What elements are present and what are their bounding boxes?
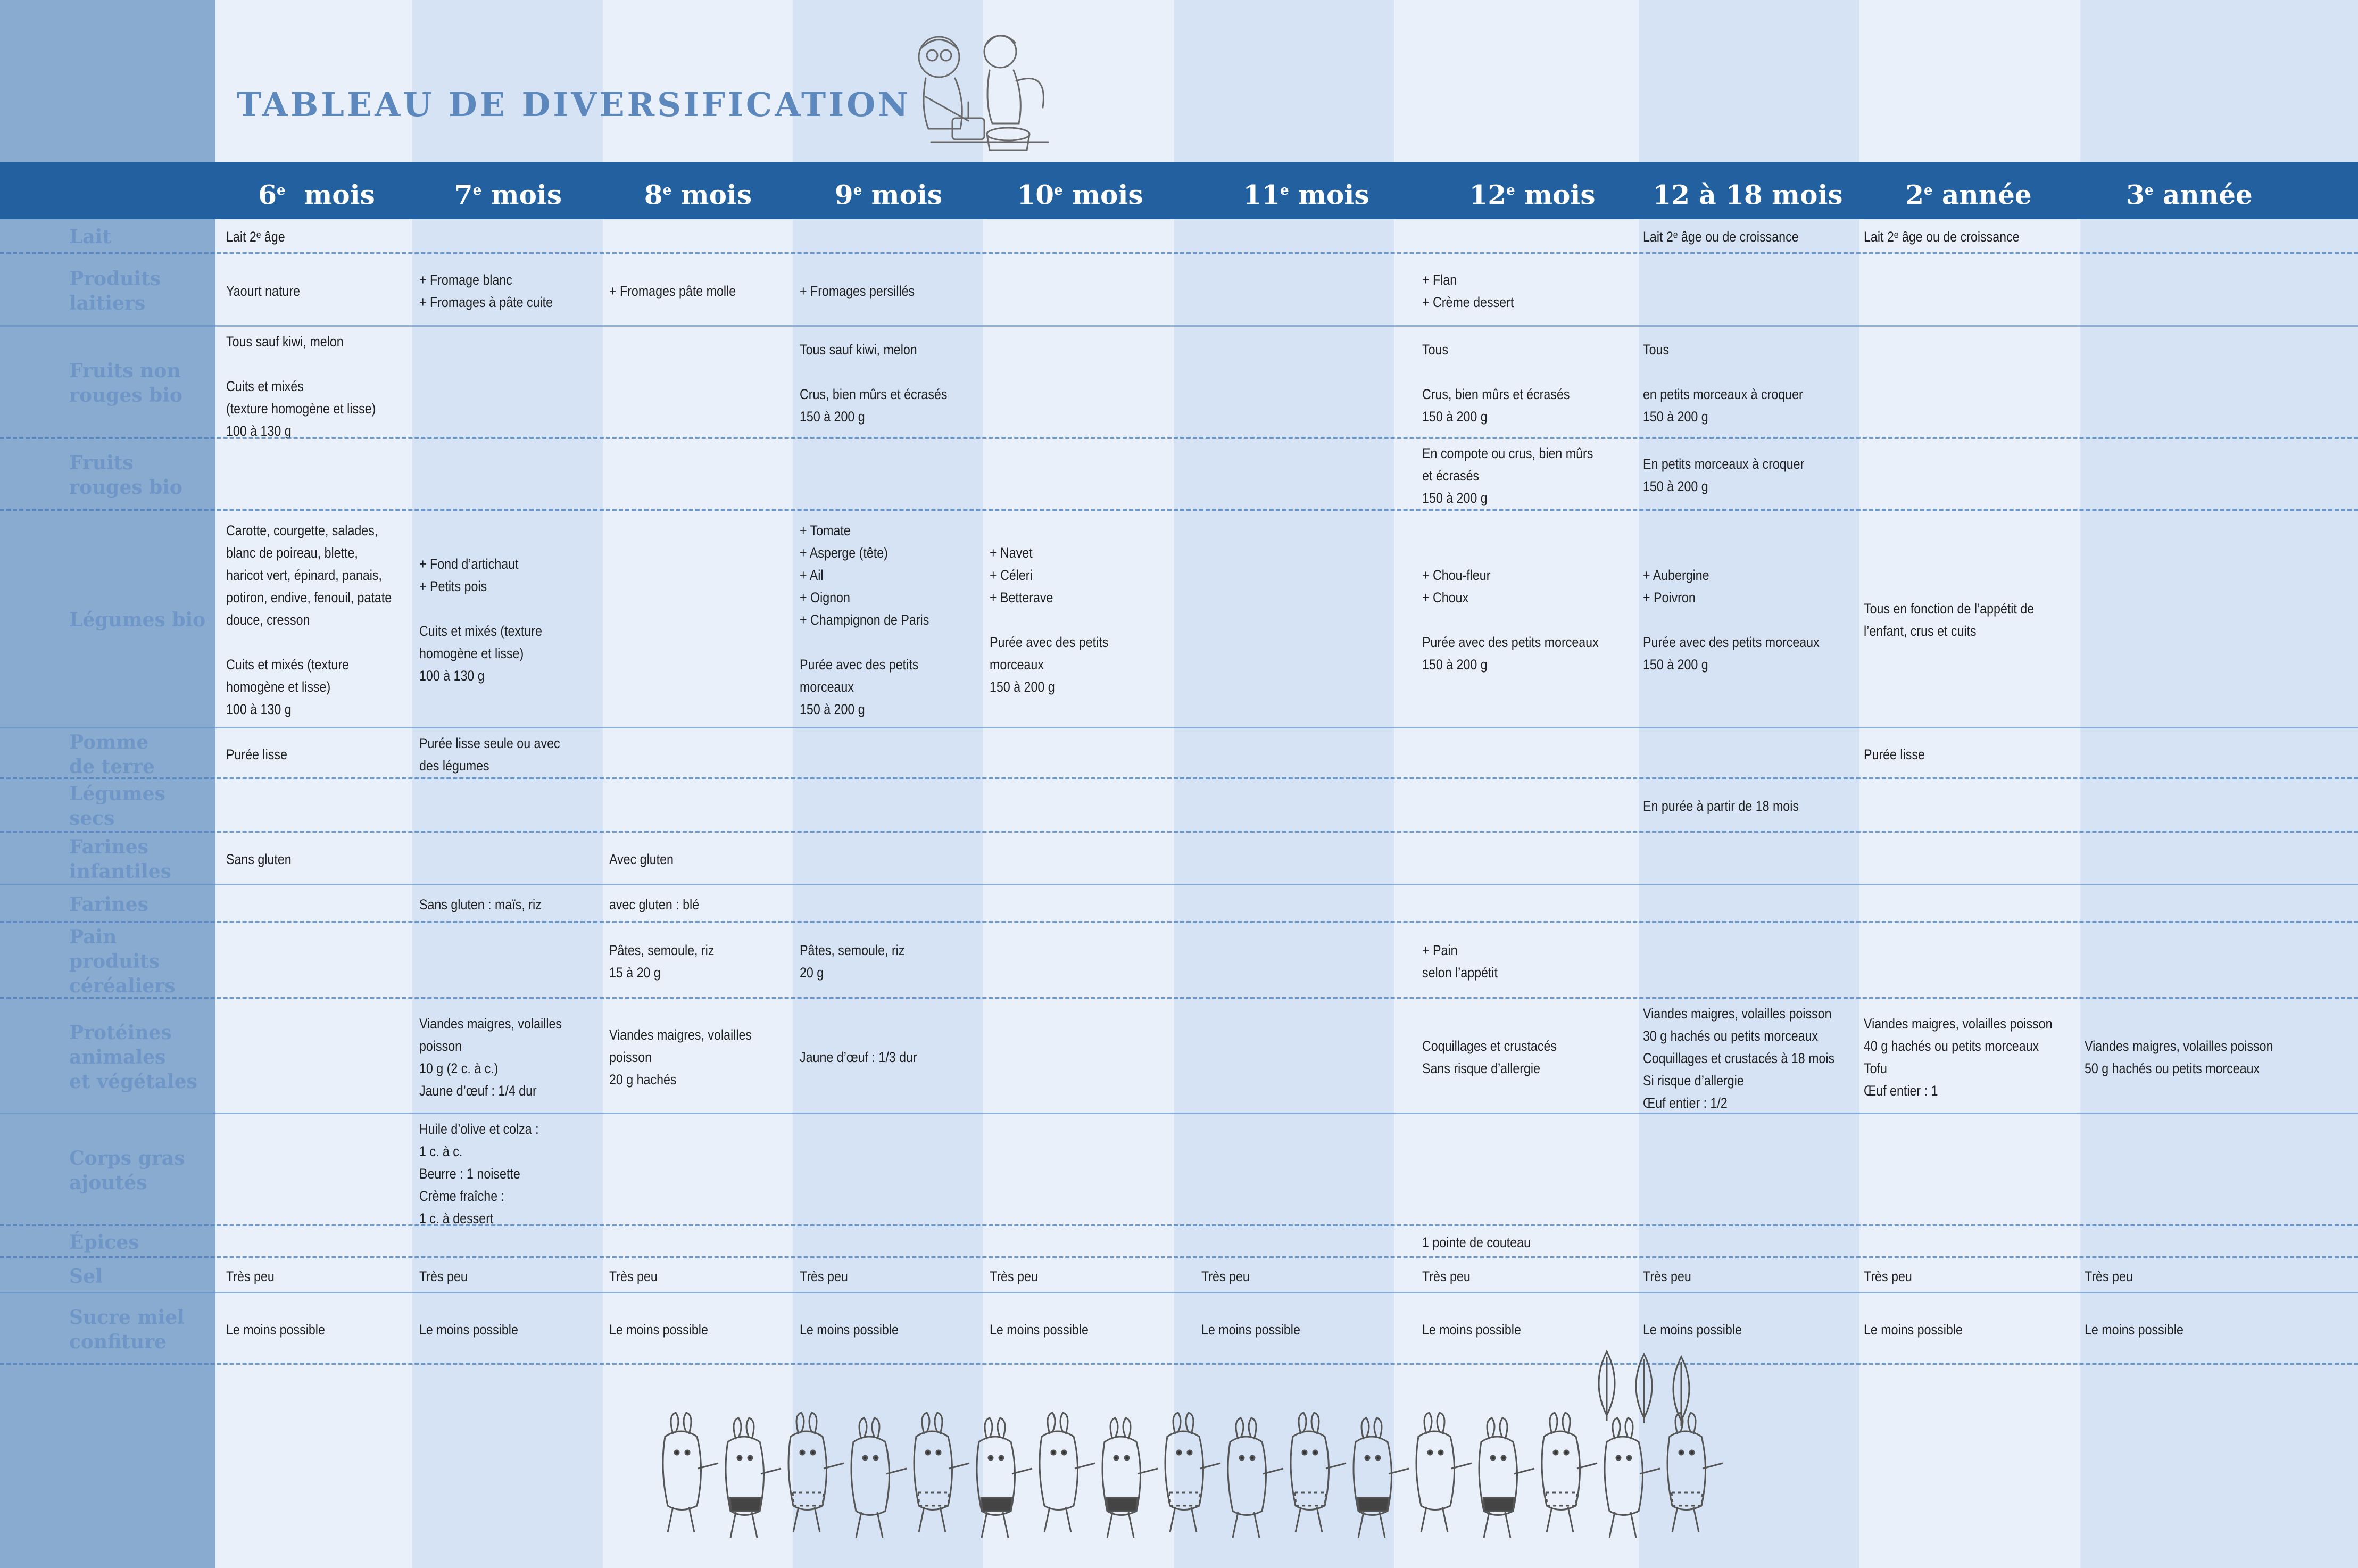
column-header-number: 9	[834, 179, 853, 211]
table-cell: Coquillages et crustacés Sans risque d’allergie	[1422, 1038, 1557, 1076]
table-cell: Carotte, courgette, salades, blanc de poireau, blette, haricot vert, épinard, panais, potiron, endive, fenouil, patate douce, cresson Cuits et mixés (texture homogène et lisse) 100 à 130 g	[226, 522, 392, 717]
column-header-rest: année	[2153, 179, 2253, 211]
table-cell: Très peu	[1643, 1268, 1691, 1284]
column-header-rest: mois	[862, 179, 943, 211]
column-header-number: 11	[1243, 179, 1281, 211]
row-label: Épices	[69, 1231, 139, 1254]
vegetable-character	[1605, 1418, 1660, 1538]
table-cell: + Flan + Crème dessert	[1422, 271, 1514, 310]
table-cell: + Fromages pâte molle	[609, 283, 736, 299]
table-cell: Le moins possible	[1643, 1321, 1742, 1338]
vegetable-character	[1479, 1418, 1534, 1538]
row-label: Pain produits céréaliers	[69, 925, 176, 997]
table-cell: Très peu	[1864, 1268, 1912, 1284]
column-header-rest: mois	[285, 179, 375, 211]
table-cell: Très peu	[1422, 1268, 1471, 1284]
table-cell: Pâtes, semoule, riz 20 g	[800, 942, 905, 981]
row-label: Farines	[69, 893, 148, 916]
leaf-tree	[1673, 1357, 1689, 1426]
row-separator	[0, 727, 2358, 728]
table-cell: Le moins possible	[800, 1321, 899, 1338]
vegetable-character	[1667, 1413, 1723, 1532]
column-header-sup: e	[2145, 182, 2154, 198]
row-label: Fruits non rouges bio	[69, 360, 182, 406]
row-separator	[0, 921, 2358, 923]
column-header-sup: e	[472, 182, 482, 198]
row-separator	[0, 437, 2358, 439]
column-header	[1857, 162, 2080, 219]
table-cell: En compote ou crus, bien mûrs et écrasés 150 à 200 g	[1422, 445, 1593, 506]
table-cell: Très peu	[609, 1268, 658, 1284]
column-header-sup: e	[662, 182, 672, 198]
table-cell: Le moins possible	[419, 1321, 518, 1338]
column-header-rest: mois	[671, 179, 752, 211]
row-label: Lait	[69, 226, 111, 248]
column-header	[586, 162, 810, 219]
table-cell: Lait 2ᵉ âge ou de croissance	[1864, 229, 2020, 245]
table-cell: + Aubergine + Poivron Purée avec des petits morceaux 150 à 200 g	[1643, 567, 1820, 673]
column-header-rest: mois	[481, 179, 562, 211]
column-header-sup: e	[277, 182, 286, 198]
table-cell: Très peu	[226, 1268, 275, 1284]
table-cell: Huile d’olive et colza : 1 c. à c. Beurre : 1 noisette Crème fraîche : 1 c. à dessert	[419, 1121, 539, 1226]
vegetable-character	[663, 1413, 718, 1532]
column-header	[205, 162, 428, 219]
column-header	[777, 162, 1000, 219]
table-cell: Yaourt nature	[226, 283, 300, 299]
table-cell: Tous sauf kiwi, melon Crus, bien mûrs et écrasés 150 à 200 g	[800, 342, 948, 425]
row-separator	[0, 1292, 2358, 1293]
table-cell: Viandes maigres, volailles poisson 40 g hachés ou petits morceaux Tofu Œuf entier : 1	[1864, 1015, 2053, 1099]
column-header-rest: mois	[1289, 179, 1369, 211]
table-cell: Très peu	[1201, 1268, 1250, 1284]
column-header-sup: e	[1054, 182, 1063, 198]
column-header-sup: e	[1924, 182, 1933, 198]
table-cell: Lait 2ᵉ âge ou de croissance	[1643, 229, 1799, 245]
row-separator	[0, 831, 2358, 833]
column-header-rest: mois	[1515, 179, 1596, 211]
table-cell: Le moins possible	[2085, 1321, 2183, 1338]
row-separator	[0, 252, 2358, 254]
table-cell: En petits morceaux à croquer 150 à 200 g	[1643, 455, 1805, 494]
table-cell: Purée lisse seule ou avec des légumes	[419, 735, 560, 774]
vegetable-character	[1416, 1413, 1472, 1532]
column-header-rest: mois	[1062, 179, 1143, 211]
table-cell: Avec gluten	[609, 851, 674, 867]
column-header-number: 3	[2126, 179, 2145, 211]
row-label: Pomme de terre	[69, 731, 155, 778]
table-cell: Sans gluten	[226, 851, 292, 867]
row-label: Corps gras ajoutés	[69, 1147, 185, 1194]
column-header	[968, 162, 1192, 219]
leaf-tree	[1636, 1354, 1652, 1423]
table-cell: 1 pointe de couteau	[1422, 1234, 1531, 1250]
row-label: Farines infantiles	[69, 836, 171, 883]
children-cooking-illustration	[889, 28, 1069, 155]
table-cell: Jaune d’œuf : 1/3 dur	[800, 1049, 917, 1065]
table-cell: Le moins possible	[226, 1321, 325, 1338]
table-cell: Le moins possible	[1864, 1321, 1963, 1338]
vegetable-character	[726, 1418, 781, 1538]
table-cell: Très peu	[2085, 1268, 2133, 1284]
table-cell: + Fond d’artichaut + Petits pois Cuits et mixés (texture homogène et lisse) 100 à 130 g	[419, 556, 542, 684]
age-header-band	[0, 162, 2358, 219]
table-cell: Le moins possible	[990, 1321, 1089, 1338]
table-cell: Viandes maigres, volailles poisson 30 g hachés ou petits morceaux Coquillages et crustacés à 18 mois Si risque d’allergie Œuf entier : 1/2	[1643, 1006, 1835, 1111]
column-header-sup: e	[853, 182, 862, 198]
column-header-number: 12	[1469, 179, 1507, 211]
table-cell: Le moins possible	[1422, 1321, 1521, 1338]
vegetable-character	[914, 1413, 969, 1532]
column-header-number: 12 à 18 mois	[1653, 179, 1843, 211]
vegetable-character	[1040, 1413, 1095, 1532]
column-header-number: 7	[454, 179, 473, 211]
page-title: TABLEAU DE DIVERSIFICATION	[237, 85, 911, 124]
table-cell: + Fromage blanc + Fromages à pâte cuite	[419, 271, 553, 310]
table-cell: Purée lisse	[1864, 746, 1925, 762]
vegetable-character	[1165, 1413, 1220, 1532]
column-header-number: 6	[258, 179, 277, 211]
vegetable-character	[1354, 1418, 1409, 1538]
table-cell: Pâtes, semoule, riz 15 à 20 g	[609, 942, 715, 981]
table-cell: Viandes maigres, volailles poisson 10 g (2 c. à c.) Jaune d’œuf : 1/4 dur	[419, 1015, 562, 1099]
row-label: Sel	[69, 1265, 103, 1288]
vegetable-character	[1102, 1418, 1158, 1538]
row-separator	[0, 997, 2358, 999]
column-header	[1421, 162, 1644, 219]
column-header-rest: année	[1932, 179, 2032, 211]
table-cell: Tous sauf kiwi, melon Cuits et mixés (texture homogène et lisse) 100 à 130 g	[226, 334, 376, 439]
table-cell: Sans gluten : maïs, riz	[419, 897, 542, 912]
table-cell: + Tomate + Asperge (tête) + Ail + Oignon + Champignon de Paris Purée avec des petits morceaux 150 à 200 g	[800, 522, 929, 717]
row-separator	[0, 1113, 2358, 1114]
column-header-number: 8	[644, 179, 663, 211]
table-cell: avec gluten : blé	[609, 897, 700, 912]
row-separator	[0, 1256, 2358, 1258]
row-separator	[0, 325, 2358, 327]
row-label: Légumes secs	[69, 783, 165, 829]
table-cell: Viandes maigres, volailles poisson 20 g hachés	[609, 1026, 752, 1088]
vegetable-character	[1291, 1413, 1346, 1532]
table-cell: Lait 2ᵉ âge	[226, 229, 285, 245]
table-cell: + Chou-fleur + Choux Purée avec des petits morceaux 150 à 200 g	[1422, 567, 1599, 673]
table-cell: Le moins possible	[609, 1321, 708, 1338]
table-cell: Très peu	[419, 1268, 468, 1284]
row-label: Sucre miel confiture	[69, 1306, 185, 1353]
leaf-tree	[1599, 1351, 1615, 1421]
vegetable-character	[1228, 1418, 1283, 1538]
vegetable-character	[977, 1418, 1032, 1538]
row-separator	[0, 777, 2358, 779]
table-cell: Purée lisse	[226, 746, 287, 762]
table-cell: Tous en fonction de l’appétit de l’enfant, crus et cuits	[1864, 601, 2035, 639]
row-label: Produits laitiers	[69, 267, 161, 314]
table-cell: Tous en petits morceaux à croquer 150 à 200 g	[1643, 342, 1803, 425]
vegetable-parade-illustration	[638, 1346, 1756, 1559]
column-header	[1194, 162, 1418, 219]
row-label: Légumes bio	[69, 609, 206, 631]
column-header-number: 10	[1017, 179, 1055, 211]
column-header-sup: e	[1280, 182, 1289, 198]
table-cell: Très peu	[990, 1268, 1038, 1284]
column-header-sup: e	[1506, 182, 1515, 198]
table-cell: Très peu	[800, 1268, 848, 1284]
column-header-number: 2	[1905, 179, 1924, 211]
vegetable-character	[1542, 1413, 1597, 1532]
row-separator	[0, 509, 2358, 511]
table-cell: + Pain selon l’appétit	[1422, 942, 1498, 981]
table-cell: En purée à partir de 18 mois	[1643, 798, 1799, 814]
row-label: Protéines animales et végétales	[69, 1021, 197, 1093]
table-cell: + Navet + Céleri + Betterave Purée avec des petits morceaux 150 à 200 g	[990, 545, 1109, 695]
vegetable-character	[788, 1413, 844, 1532]
vegetable-character	[851, 1418, 907, 1538]
table-cell: Viandes maigres, volailles poisson 50 g hachés ou petits morceaux	[2085, 1038, 2273, 1076]
column-header	[2078, 162, 2301, 219]
row-label: Fruits rouges bio	[69, 451, 182, 499]
column-header	[1636, 162, 1859, 219]
table-cell: Le moins possible	[1201, 1321, 1300, 1338]
row-separator	[0, 1224, 2358, 1226]
row-separator	[0, 884, 2358, 885]
table-cell: Tous Crus, bien mûrs et écrasés 150 à 200 g	[1422, 342, 1570, 425]
table-cell: + Fromages persillés	[800, 283, 915, 299]
